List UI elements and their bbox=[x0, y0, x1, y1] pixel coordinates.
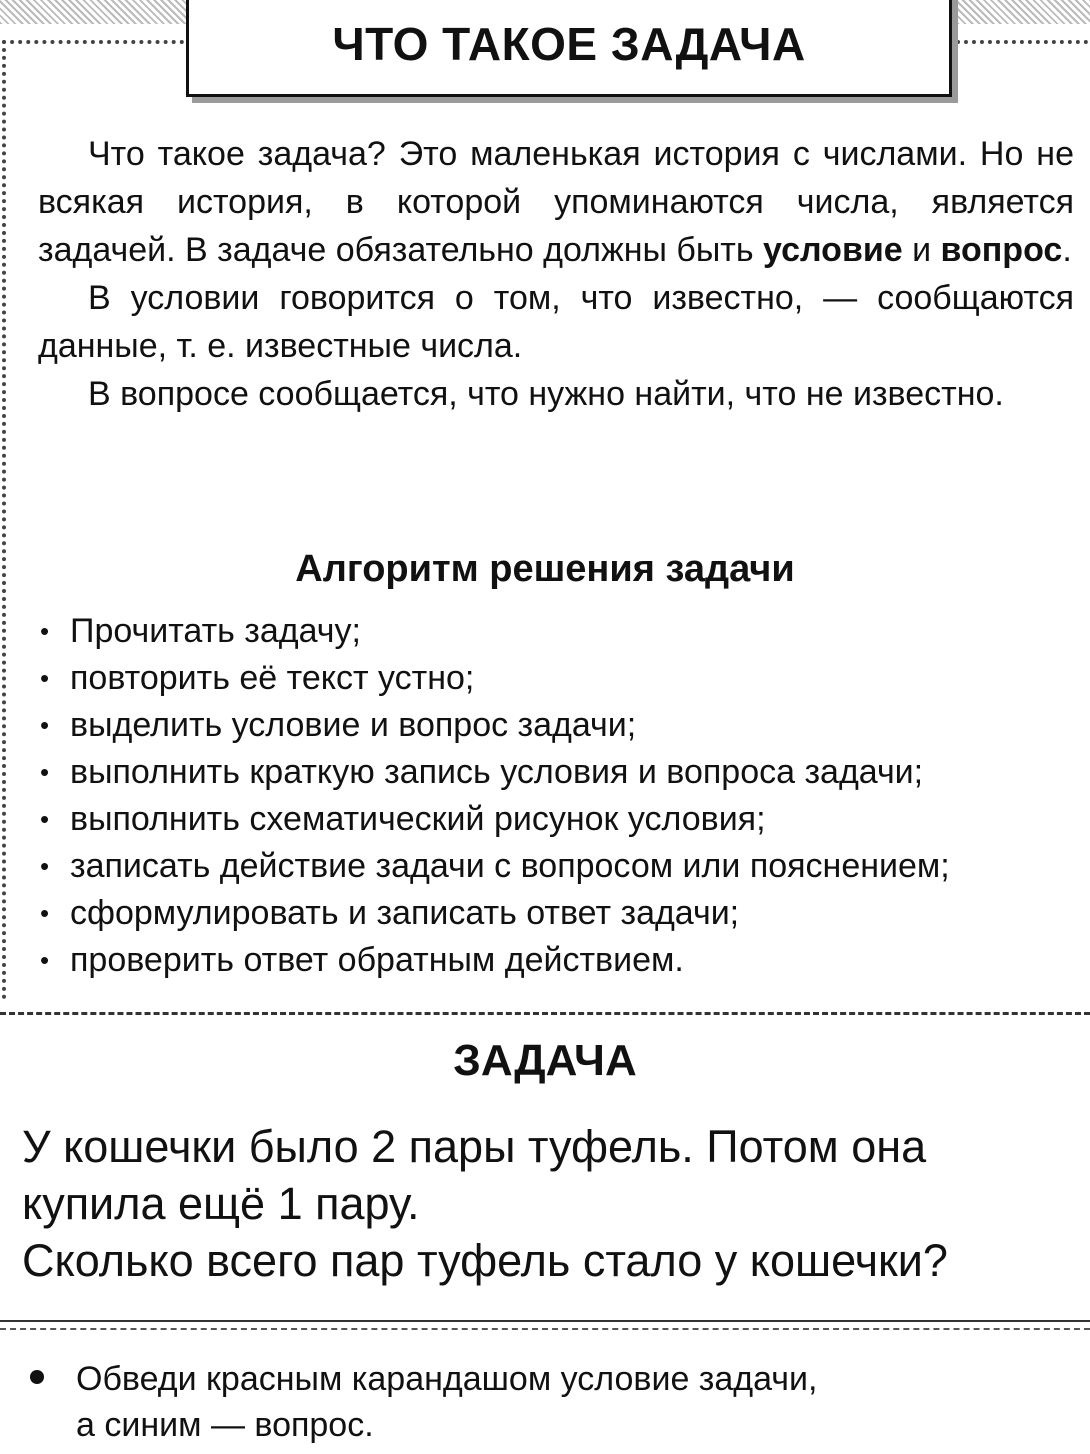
dotted-border-left bbox=[2, 40, 184, 44]
task-text bbox=[22, 1118, 1070, 1289]
intro-p1-text-b: и bbox=[902, 231, 941, 269]
algorithm-step: • Прочитать задачу; bbox=[38, 608, 1078, 655]
instruction-line-2: а синим — вопрос. bbox=[76, 1406, 374, 1444]
task-divider-bottom bbox=[0, 1320, 1090, 1330]
task-condition: У кошечки было 2 пары туфель. Потом она купила ещё 1 пару. bbox=[22, 1121, 927, 1229]
instruction-line-1: Обведи красным карандашом условие задачи, bbox=[76, 1360, 818, 1398]
instruction bbox=[22, 1356, 1070, 1448]
intro-p1-text-a: Что такое задача? Это маленькая история с числами. Но не всякая история, в которой упоминаются числа, является задачей. В задаче обязательно должны быть bbox=[38, 135, 1074, 269]
dotted-border-side bbox=[2, 40, 6, 1000]
algorithm-step: • записать действие задачи с вопросом или пояснением; bbox=[38, 843, 1078, 890]
algorithm-step: • повторить её текст устно; bbox=[38, 655, 1078, 702]
keyword-condition: условие bbox=[763, 231, 903, 269]
task-divider-top bbox=[0, 1012, 1090, 1015]
algorithm-step: • сформулировать и записать ответ задачи; bbox=[38, 890, 1078, 937]
algorithm-step: • проверить ответ обратным действием. bbox=[38, 937, 1078, 984]
algorithm-steps-list bbox=[38, 608, 1078, 984]
intro-section bbox=[38, 130, 1074, 418]
intro-paragraph-1 bbox=[38, 130, 1074, 274]
corner-shading-right bbox=[950, 0, 1090, 24]
intro-p1-text-c: . bbox=[1062, 231, 1072, 269]
algorithm-step: • выделить условие и вопрос задачи; bbox=[38, 702, 1078, 749]
keyword-question: вопрос bbox=[940, 231, 1063, 269]
task-question: Сколько всего пар туфель стало у кошечки? bbox=[22, 1235, 948, 1286]
page-title: ЧТО ТАКОЕ ЗАДАЧА bbox=[332, 18, 806, 70]
task-title: ЗАДАЧА bbox=[453, 1036, 637, 1085]
algorithm-title: Алгоритм решения задачи bbox=[295, 548, 795, 590]
corner-shading-left bbox=[0, 0, 186, 24]
bullet-icon bbox=[30, 1370, 44, 1384]
algorithm-step: • выполнить краткую запись условия и вопроса задачи; bbox=[38, 749, 1078, 796]
title-banner bbox=[186, 0, 952, 97]
intro-paragraph-2: В условии говорится о том, что известно, — сообщаются данные, т. е. известные числа. bbox=[38, 279, 1074, 365]
algorithm-step: • выполнить схематический рисунок условия; bbox=[38, 796, 1078, 843]
dotted-border-right bbox=[956, 40, 1088, 44]
intro-paragraph-3: В вопросе сообщается, что нужно найти, что не известно. bbox=[88, 375, 1004, 413]
